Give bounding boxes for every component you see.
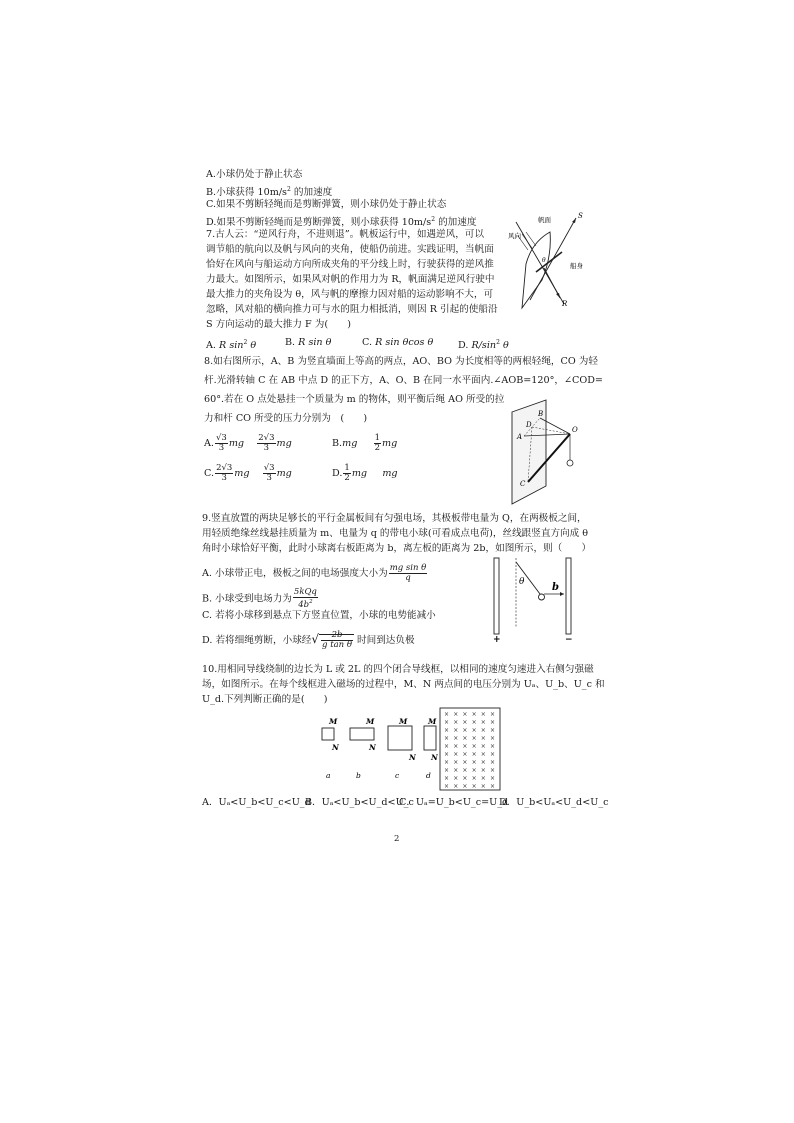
q7-sailboat-figure: [508, 212, 588, 312]
boat-hull: [522, 232, 550, 308]
page-number: 2: [394, 834, 400, 844]
loop-d-label: d: [426, 771, 431, 780]
b-label: b: [552, 582, 559, 593]
plus-label: +: [493, 635, 501, 645]
loop-c-m-label: M: [399, 717, 408, 726]
field-x-mark: ×: [444, 783, 450, 790]
right-plate: [566, 558, 571, 634]
loop-c-label: c: [395, 771, 400, 780]
field-x-mark: ×: [462, 719, 468, 726]
r-arrowhead: [556, 293, 560, 298]
q7-line: 力最大。如图所示，如果风对帆的作用力为 R，帆面满足逆风行驶中: [206, 274, 495, 285]
field-x-mark: ×: [490, 783, 496, 790]
field-x-mark: ×: [490, 743, 496, 750]
q10-line: 10.用相同导线绕制的边长为 L 或 2L 的四个闭合导线框，以相同的速度匀速进入右侧匀强磁: [202, 664, 594, 675]
point-b-label: B: [538, 410, 544, 418]
field-x-mark: ×: [462, 751, 468, 758]
q9-option-c: C. 若将小球移到悬点下方竖直位置，小球的电势能减小: [202, 610, 436, 621]
loop-a-m-label: M: [329, 717, 338, 726]
field-x-mark: ×: [462, 767, 468, 774]
field-x-mark: ×: [453, 719, 459, 726]
q7-line: 最大推力的夹角设为 θ，风与帆的摩擦力因对船的运动影响不大，可: [206, 289, 494, 300]
q8-line: 力和杆 CO 所受的压力分别为 ( ): [204, 413, 368, 424]
field-x-mark: ×: [471, 751, 477, 758]
field-x-mark: ×: [480, 735, 486, 742]
q9-line: 角时小球恰好平衡，此时小球离右板距离为 b，离左板的距离为 2b，如图所示，则（ ）: [202, 543, 592, 554]
minus-label: −: [565, 635, 573, 645]
loop-d: [424, 726, 436, 750]
loop-d-m-label: M: [428, 717, 437, 726]
q8-option-d: D. $\frac{1}{2}$ mg mg: [332, 463, 398, 483]
q9-line: 9.竖直放置的两块足够长的平行金属板间有匀强电场，其极板带电量为 Q，在两极板之间，: [202, 513, 587, 524]
loop-c: [388, 726, 412, 750]
q10-option-b: B．Uₐ<U_b<U_d<U_c: [305, 797, 414, 808]
field-x-mark: ×: [471, 743, 477, 750]
q9-option-d: D. 若将细绳剪断，小球经√ $\frac{2b}{\text{g tan θ}}$ 时间到达负极: [202, 630, 415, 650]
field-x-mark: ×: [444, 751, 450, 758]
q10-option-d: D．U_b<Uₐ<U_d<U_c: [499, 797, 609, 808]
field-x-mark: ×: [444, 727, 450, 734]
q7-option-d: D. $R/\sin^2$ θ: [458, 339, 509, 352]
field-x-mark: ×: [462, 775, 468, 782]
q8-line: 60°.若在 O 点处悬挂一个质量为 m 的物体，则平衡后绳 AO 所受的拉: [204, 394, 505, 405]
field-x-mark: ×: [462, 735, 468, 742]
theta-label: θ: [519, 577, 525, 587]
field-x-mark: ×: [471, 759, 477, 766]
loop-a-label: a: [326, 771, 331, 780]
hanging-mass: [567, 460, 573, 466]
field-x-mark: ×: [490, 767, 496, 774]
q8-line: 杆.光滑转轴 C 在 AB 中点 D 的正下方，A、O、B 在同一水平面内.∠AOB=120°，∠COD=: [204, 375, 603, 386]
field-x-mark: ×: [490, 751, 496, 758]
r-label: R: [562, 300, 568, 308]
field-x-mark: ×: [453, 783, 459, 790]
q10-option-a: A．Uₐ<U_b<U_c<U_d: [202, 797, 311, 808]
loop-a-n-label: N: [332, 743, 339, 752]
field-x-mark: ×: [453, 767, 459, 774]
field-x-mark: ×: [444, 735, 450, 742]
field-x-mark: ×: [471, 783, 477, 790]
loop-c-n-label: N: [409, 753, 416, 762]
q6-option-c: C.如果不剪断轻绳而是剪断弹簧，则小球仍处于静止状态: [206, 199, 447, 210]
q8-option-a: A. $\frac{√3}{3}$ mg $\frac{2√3}{3}$ mg: [204, 433, 292, 453]
q10-loops-figure: [318, 706, 504, 792]
q7-line: 恰好在风向与船运动方向所成夹角的平分线上时，行驶获得的逆风推: [206, 259, 494, 270]
field-x-mark: ×: [480, 751, 486, 758]
q8-option-b: B.mg $\frac{1}{2}$ mg: [332, 433, 398, 453]
q7-line: S 方向运动的最大推力 F 为( ): [206, 319, 351, 330]
field-x-mark: ×: [444, 775, 450, 782]
q8-option-c: C. $\frac{2√3}{3}$ mg $\frac{√3}{3}$ mg: [204, 463, 292, 483]
q10-line: U_d.下列判断正确的是( ): [202, 694, 328, 705]
s-arrowhead: [572, 218, 576, 223]
field-x-mark: ×: [480, 759, 486, 766]
sail-label: 帆面: [538, 216, 551, 224]
field-x-mark: ×: [471, 775, 477, 782]
field-x-mark: ×: [462, 727, 468, 734]
field-x-mark: ×: [444, 759, 450, 766]
theta-label: θ: [542, 257, 546, 264]
q6-option-a: A.小球仍处于静止状态: [206, 169, 303, 180]
field-x-mark: ×: [444, 719, 450, 726]
q9-plates-figure: [492, 556, 578, 644]
charged-ball: [539, 594, 545, 600]
field-x-mark: ×: [444, 767, 450, 774]
field-x-mark: ×: [453, 775, 459, 782]
q10-line: 场，如图所示。在每个线框进入磁场的过程中，M、N 两点间的电压分别为 Uₐ、U_b、U_c 和: [202, 679, 605, 690]
q7-line: 忽略，风对船的横向推力可与水的阻力相抵消，则因 R 引起的使船沿: [206, 304, 498, 315]
loop-b: [350, 728, 374, 740]
loop-a: [322, 728, 334, 740]
field-x-mark: ×: [480, 775, 486, 782]
field-x-mark: ×: [480, 783, 486, 790]
field-x-mark: ×: [471, 719, 477, 726]
loop-b-n-label: N: [369, 743, 376, 752]
field-x-mark: ×: [453, 735, 459, 742]
point-o-label: O: [572, 426, 578, 434]
boat-label: 船身: [570, 262, 583, 270]
q9-line: 用轻质绝缘丝线悬挂质量为 m、电量为 q 的带电小球(可看成点电荷)，丝线跟竖直方向成 θ: [202, 528, 589, 539]
field-x-mark: ×: [480, 767, 486, 774]
field-x-mark: ×: [453, 751, 459, 758]
field-x-mark: ×: [490, 719, 496, 726]
field-x-mark: ×: [453, 711, 459, 718]
field-x-mark: ×: [480, 743, 486, 750]
loop-d-n-label: N: [431, 753, 438, 762]
point-c-label: C: [520, 480, 526, 488]
q7-line: 7.古人云：“逆风行舟，不进则退”。帆板运行中，如遇逆风，可以: [206, 229, 484, 240]
field-x-mark: ×: [490, 711, 496, 718]
field-x-mark: ×: [490, 735, 496, 742]
field-x-mark: ×: [480, 711, 486, 718]
field-x-mark: ×: [462, 711, 468, 718]
field-x-mark: ×: [444, 743, 450, 750]
q7-option-a: A. R $\sin^2 \theta$: [206, 339, 257, 352]
field-x-mark: ×: [453, 743, 459, 750]
field-x-mark: ×: [453, 727, 459, 734]
field-x-mark: ×: [480, 719, 486, 726]
field-x-mark: ×: [462, 759, 468, 766]
loop-b-m-label: M: [366, 717, 375, 726]
q7-line: 调节船的航向以及帆与风向的夹角，使船仍前进。实践证明，当帆面: [206, 244, 494, 255]
field-x-mark: ×: [471, 767, 477, 774]
loop-b-label: b: [356, 771, 361, 780]
q6-option-b: B.小球获得 $10m/s^2$ 的加速度: [206, 186, 333, 199]
field-x-mark: ×: [490, 759, 496, 766]
field-x-mark: ×: [471, 735, 477, 742]
q10-option-c: C．Uₐ=U_b<U_c=U_d: [399, 797, 509, 808]
field-x-mark: ×: [490, 775, 496, 782]
point-a-label: A: [517, 433, 523, 441]
field-x-mark: ×: [462, 783, 468, 790]
field-x-mark: ×: [490, 727, 496, 734]
q8-line: 8.如右图所示，A、B 为竖直墙面上等高的两点，AO、BO 为长度相等的两根轻绳，CO 为轻: [204, 356, 598, 367]
q9-option-b: B. 小球受到电场力为 $\frac{\text{5kQq}}{4b^2}$: [202, 587, 317, 610]
wind-label: 风向: [508, 232, 521, 240]
left-plate: [494, 558, 499, 634]
q8-wall-figure: [506, 400, 586, 504]
s-label: S: [578, 212, 583, 220]
field-x-mark: ×: [471, 711, 477, 718]
field-x-mark: ×: [453, 759, 459, 766]
q9-option-a: A. 小球带正电，极板之间的电场强度大小为 $\frac{\text{mg sin θ}}{q}$: [202, 563, 427, 583]
point-d-label: D: [526, 421, 532, 429]
field-x-mark: ×: [444, 711, 450, 718]
field-x-mark: ×: [480, 727, 486, 734]
q7-option-c: C. R sin θcos θ: [362, 337, 434, 348]
field-x-mark: ×: [462, 743, 468, 750]
q6-option-d: D.如果不剪断轻绳而是剪断弹簧，则小球获得 $10m/s^2$ 的加速度: [206, 216, 477, 229]
q7-option-b: B. R sin θ: [285, 337, 332, 348]
field-x-mark: ×: [471, 727, 477, 734]
magnetic-field-marks: [444, 711, 495, 790]
